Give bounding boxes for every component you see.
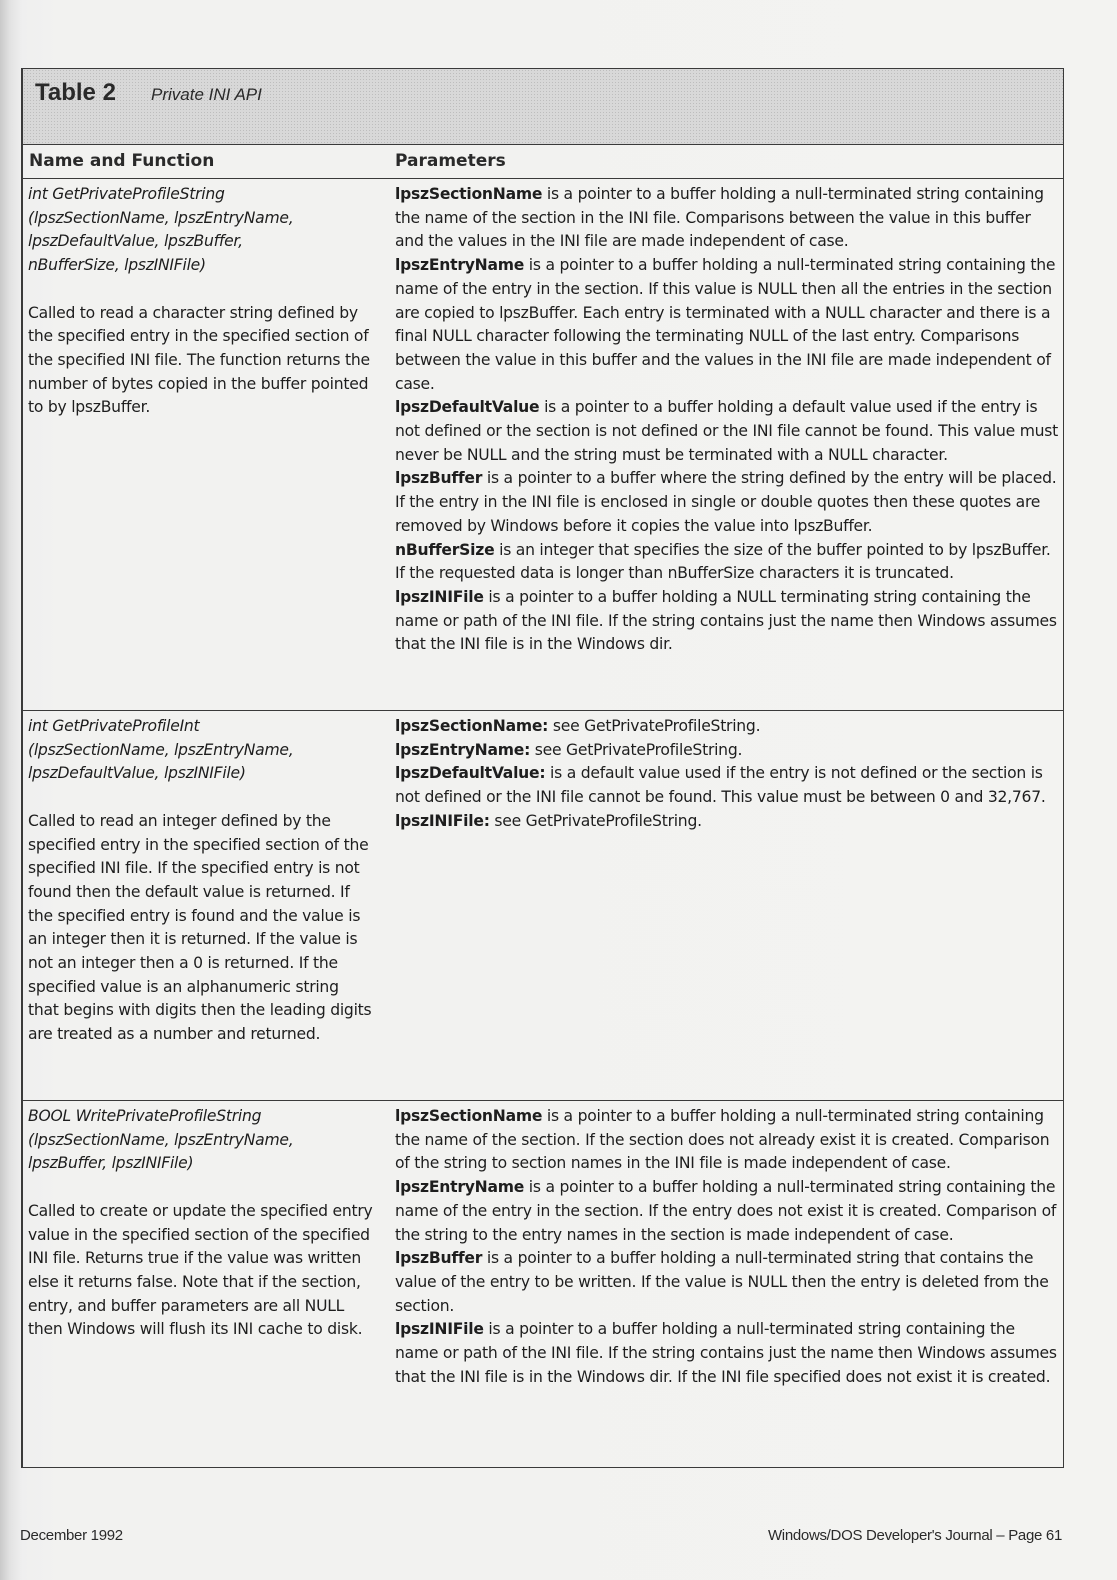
- table-row-0-name: [28, 183, 373, 420]
- param-item: lpszEntryName is a pointer to a buffer holding a null-terminated string containing the name of the entry in the section. If this value is NULL then all the entries in the section are copied to lpszBuffer. Each entry is terminated with a NULL character and there is a final NULL character following the terminating NULL of the last entry. Comparisons between the value in this buffer and the values in the INI file are made independent of case.: [395, 256, 1056, 393]
- param-name: lpszDefaultValue:: [395, 764, 546, 783]
- param-item: lpszEntryName is a pointer to a buffer holding a null-terminated string containing the name of the entry in the section. If the entry does not exist it is created. Comparison of the string to the entry names in the section is made independent of case.: [395, 1178, 1057, 1244]
- param-item: lpszSectionName is a pointer to a buffer holding a null-terminated string containing the name of the section. If the section does not already exist it is created. Comparison of the string to section names in the INI file is made independent of case.: [395, 1107, 1050, 1173]
- param-item: lpszINIFile: see GetPrivateProfileString.: [395, 811, 702, 830]
- param-name: lpszBuffer: [395, 1249, 483, 1268]
- table-row-2-params: [395, 1105, 1060, 1389]
- table-banner: [23, 69, 1063, 145]
- param-item: lpszINIFile is a pointer to a buffer holding a NULL terminating string containing the name or path of the INI file. If the string contains just the name then Windows assumes that the INI file is in the Windows dir.: [395, 587, 1057, 654]
- param-name: lpszEntryName: [395, 1178, 525, 1197]
- function-description: Called to create or update the specified entry value in the specified section of the specified INI file. Returns true if the value was written else it returns false. Note that if the section, entry, and buffer parameters are all NULL then Windows will flush its INI cache to disk.: [28, 1201, 373, 1339]
- column-header-parameters: Parameters: [395, 151, 506, 171]
- function-description: Called to read a character string defined by the specified entry in the specified section of the specified INI file. The function returns the number of bytes copied in the buffer pointed to by lpszBuffer.: [28, 303, 370, 417]
- function-signature: BOOL WritePrivateProfileString (lpszSectionName, lpszEntryName, lpszBuffer, lpszINIFile): [28, 1107, 294, 1173]
- param-item: lpszBuffer is a pointer to a buffer holding a null-terminated string that contains the value of the entry to be written. If the value is NULL then the entry is deleted from the section.: [395, 1249, 1049, 1315]
- table-title: Private INI API: [151, 85, 262, 104]
- table-row-1-params: [395, 715, 1060, 834]
- header-divider: [23, 178, 1063, 179]
- function-signature: int GetPrivateProfileInt (lpszSectionName, lpszEntryName, lpszDefaultValue, lpszINIFile): [28, 717, 294, 783]
- api-table: [21, 68, 1064, 1468]
- param-name: lpszSectionName:: [395, 717, 549, 735]
- param-item: lpszSectionName is a pointer to a buffer holding a null-terminated string containing the name of the section in the INI file. Comparisons between the value in this buffer and the values in the INI file are made independent of case.: [395, 185, 1044, 251]
- param-item: lpszEntryName: see GetPrivateProfileString.: [395, 740, 743, 759]
- param-name: lpszEntryName:: [395, 740, 531, 759]
- footer-journal-page: Windows/DOS Developer's Journal – Page 61: [767, 1527, 1062, 1544]
- param-item: nBufferSize is an integer that specifies the size of the buffer pointed to by lpszBuffer. If the requested data is longer than nBufferSize characters it is truncated.: [395, 540, 1051, 583]
- table-row-0-params: [395, 183, 1060, 657]
- param-item: lpszINIFile is a pointer to a buffer holding a null-terminated string containing the name or path of the INI file. If the string contains just the name then Windows assumes that the INI file is in the Windows dir. If the INI file specified does not exist it is created.: [395, 1320, 1057, 1386]
- param-name: lpszINIFile: [395, 1320, 484, 1339]
- param-name: lpszEntryName: [395, 256, 525, 275]
- function-description: Called to read an integer defined by the specified entry in the specified section of the specified INI file. If the specified entry is not found then the default value is returned. If the specified entry is found and the value is an integer then it is returned. If the value is not an integer then a 0 is returned. If the specified value is an alphanumeric string that begins with digits then the leading digits are treated as a number and returned.: [28, 811, 372, 1044]
- param-name: lpszDefaultValue: [395, 398, 540, 417]
- param-name: lpszINIFile: [395, 587, 484, 606]
- param-name: lpszINIFile:: [395, 811, 490, 830]
- param-item: lpszBuffer is a pointer to a buffer where the string defined by the entry will be placed. If the entry in the INI file is enclosed in single or double quotes then these quotes are removed by Windows before it copies the value into lpszBuffer.: [395, 469, 1057, 535]
- footer-date: December 1992: [20, 1527, 123, 1544]
- param-name: lpszBuffer: [395, 469, 483, 488]
- param-item: lpszDefaultValue: is a default value used if the entry is not defined or the section is not defined or the INI file cannot be found. This value must be between 0 and 32,767.: [395, 764, 1046, 807]
- param-name: nBufferSize: [395, 540, 495, 559]
- table-row-1-name: [28, 715, 373, 1047]
- param-item: lpszSectionName: see GetPrivateProfileString.: [395, 717, 761, 735]
- param-name: lpszSectionName: [395, 185, 543, 203]
- column-header-name: Name and Function: [29, 151, 215, 171]
- table-row-2-name: [28, 1105, 373, 1342]
- param-item: lpszDefaultValue is a pointer to a buffer holding a default value used if the entry is not defined or the section is not defined or the INI file cannot be found. This value must never be NULL and the string must be terminated with a NULL character.: [395, 398, 1059, 464]
- row-divider: [23, 1100, 1063, 1101]
- function-signature: int GetPrivateProfileString (lpszSectionName, lpszEntryName, lpszDefaultValue, lpszBuffer, nBufferSize, lpszINIFile): [28, 185, 294, 275]
- row-divider: [23, 710, 1063, 711]
- table-label: Table 2: [35, 79, 116, 106]
- param-name: lpszSectionName: [395, 1107, 543, 1125]
